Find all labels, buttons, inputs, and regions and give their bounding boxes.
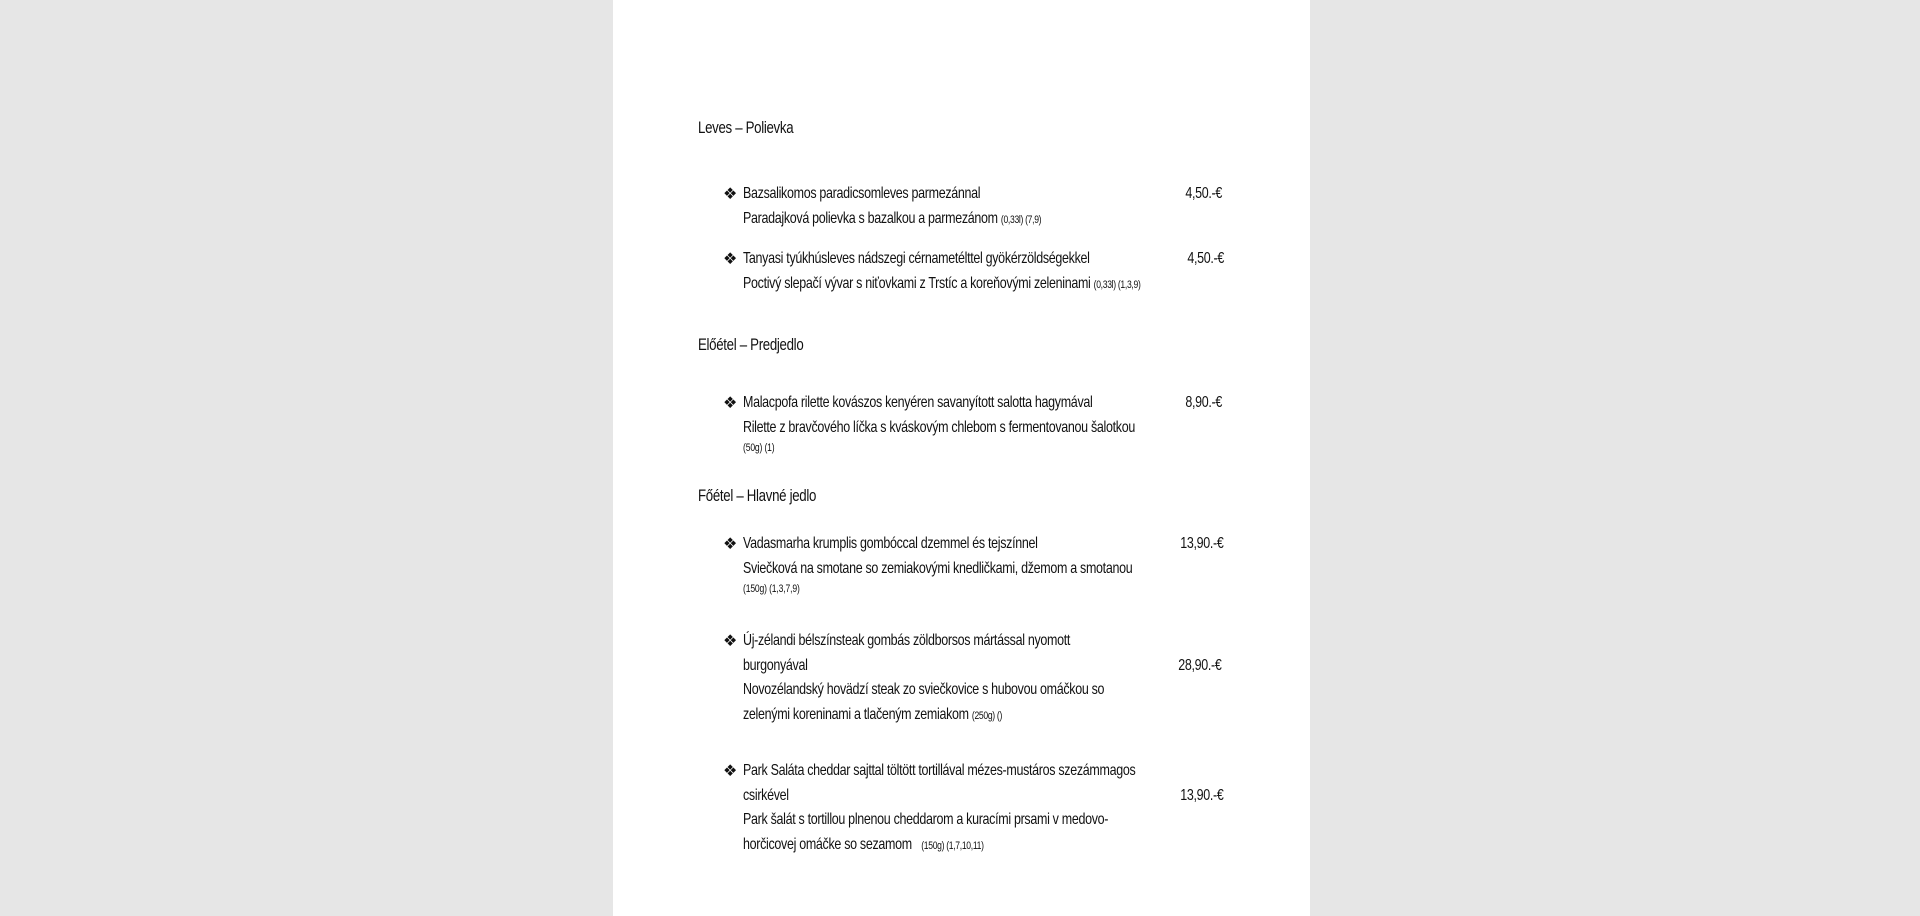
item-name-sk: Sviečková na smotane so zemiakovými knedličkami, džemom a smotanou: [743, 560, 1133, 577]
item-name-sk: Park šalát s tortillou plnenou cheddarom a kuracími prsami v medovo-: [743, 811, 1109, 828]
item-name-sk-cont: [743, 707, 1002, 723]
bullet-icon: ❖: [723, 184, 738, 203]
menu-page: [613, 0, 1310, 916]
item-info: (0,33l) (1,3,9): [1093, 279, 1141, 291]
item-name-hu-cont: csirkével: [743, 787, 789, 804]
item-name-sk-cont: [743, 837, 984, 853]
item-price: 13,90.-€: [1180, 787, 1224, 804]
bullet-icon: ❖: [723, 631, 738, 650]
item-info: (150g) (1,7,10,11): [921, 840, 984, 852]
item-price: 28,90.-€: [1178, 657, 1222, 674]
item-info: (150g) (1,3,7,9): [743, 583, 800, 595]
item-info: (50g) (1): [743, 442, 775, 454]
item-price: 4,50.-€: [1185, 185, 1222, 202]
section-heading-soup: Leves – Polievka: [698, 118, 794, 137]
item-name-sk: Rilette z bravčového líčka s kváskovým chlebom s fermentovanou šalotkou: [743, 419, 1135, 436]
item-name-sk-text: Paradajková polievka s bazalkou a parmezánom: [743, 210, 998, 227]
item-name-hu: Bazsalikomos paradicsomleves parmezánnal: [743, 185, 981, 202]
section-heading-main: Főétel – Hlavné jedlo: [698, 486, 817, 505]
bullet-icon: ❖: [723, 393, 738, 412]
item-price: 4,50.-€: [1187, 250, 1224, 267]
item-name-sk-text: horčicovej omáčke so sezamom: [743, 836, 912, 853]
item-name-sk: Novozélandský hovädzí steak zo sviečkovice s hubovou omáčkou so: [743, 681, 1105, 698]
bullet-icon: ❖: [723, 534, 738, 553]
bullet-icon: ❖: [723, 761, 738, 780]
item-name-sk-text: Poctivý slepačí vývar s niťovkami z Trstíc a koreňovými zeleninami: [743, 275, 1091, 292]
item-name-hu: Tanyasi tyúkhúsleves nádszegi cérnametélttel gyökérzöldségekkel: [743, 250, 1090, 267]
item-price: 13,90.-€: [1180, 535, 1224, 552]
item-name-hu: Vadasmarha krumplis gombóccal dzemmel és tejszínnel: [743, 535, 1038, 552]
item-info: (250g) (): [971, 710, 1002, 722]
item-name-hu-cont: burgonyával: [743, 657, 808, 674]
item-name-sk: [743, 276, 1140, 292]
item-name-hu: Park Saláta cheddar sajttal töltött tortillával mézes-mustáros szezámmagos: [743, 762, 1136, 779]
section-heading-starter: Előétel – Predjedlo: [698, 335, 804, 354]
item-name-hu: Malacpofa rilette kovászos kenyéren savanyított salotta hagymával: [743, 394, 1093, 411]
item-name-hu: Új-zélandi bélszínsteak gombás zöldborsos mártással nyomott: [743, 632, 1071, 649]
bullet-icon: ❖: [723, 249, 738, 268]
item-name-sk: [743, 211, 1041, 227]
item-price: 8,90.-€: [1185, 394, 1222, 411]
item-name-sk-text: zelenými koreninami a tlačeným zemiakom: [743, 706, 969, 723]
item-info: (0,33l) (7,9): [1000, 214, 1042, 226]
